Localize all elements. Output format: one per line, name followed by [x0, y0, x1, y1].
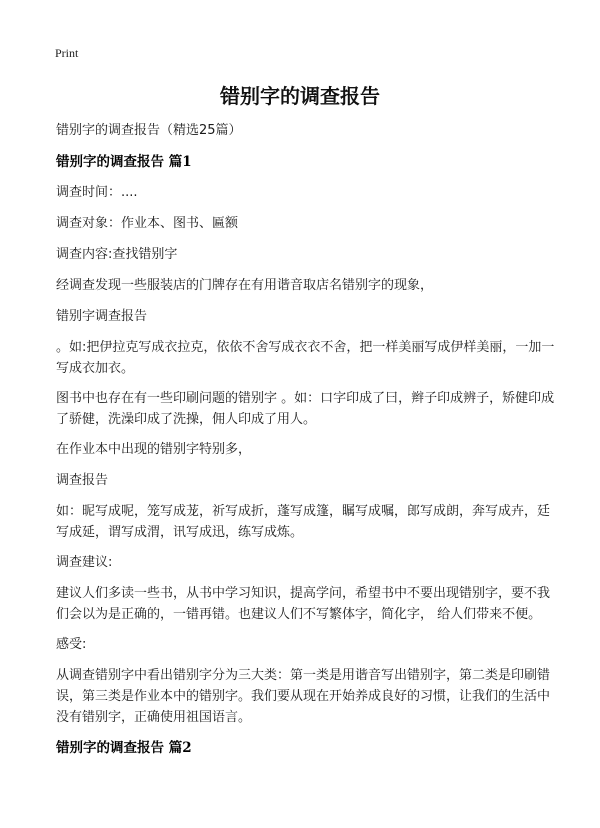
document-body [56, 120, 556, 768]
paragraph: 从调查错别字中看出错别字分为三大类：第一类是用谐音写出错别字，第二类是印刷错误，第三类是作业本中的错别字。我们要从现在开始养成良好的习惯，让我们的生活中没有错别字，正确使用祖国语言。 [56, 668, 551, 725]
print-label: Print [55, 46, 79, 60]
section-heading-2: 错别字的调查报告 篇2 [56, 740, 192, 756]
paragraph: 建议人们多读一些书，从书中学习知识，提高学问，希望书中不要出现错别字，要不我们会以为是正确的，一错再错。也建议人们不写繁体字，简化字， 给人们带来不便。 [56, 586, 551, 622]
document-title: 错别字的调查报告 [220, 84, 380, 108]
paragraph: 如：昵写成呢，笼写成茏，祈写成折，蓬写成篷，瞩写成嘱，郎写成朗，奔写成卉，廷写成延，谓写成渭，讯写成迅，练写成炼。 [56, 504, 551, 540]
paragraph: 错别字调查报告 [56, 309, 148, 324]
paragraph: 调查时间：.... [56, 185, 138, 200]
paragraph: 。如:把伊拉克写成衣拉克，依依不舍写成衣衣不舍，把一样美丽写成伊样美丽，一加一写成衣加衣。 [56, 340, 555, 376]
subtitle-paragraph: 错别字的调查报告（精选25篇） [56, 123, 242, 138]
paragraph: 调查对象：作业本、图书、匾额 [56, 216, 239, 231]
paragraph: 调查报告 [56, 473, 109, 488]
paragraph: 感受: [56, 637, 87, 652]
paragraph: 在作业本中出现的错别字特别多， [56, 442, 252, 457]
paragraph: 调查建议: [56, 555, 113, 570]
paragraph: 调查内容:查找错别字 [56, 247, 178, 262]
paragraph: 图书中也存在有一些印刷问题的错别字 。如：口字印成了曰，辫子印成辨子，矫健印成了骄健，洗澡印成了洗操，佣人印成了用人。 [56, 391, 555, 427]
paragraph: 经调查发现一些服装店的门牌存在有用谐音取店名错别字的现象， [56, 278, 434, 293]
section-heading-1: 错别字的调查报告 篇1 [56, 154, 192, 170]
